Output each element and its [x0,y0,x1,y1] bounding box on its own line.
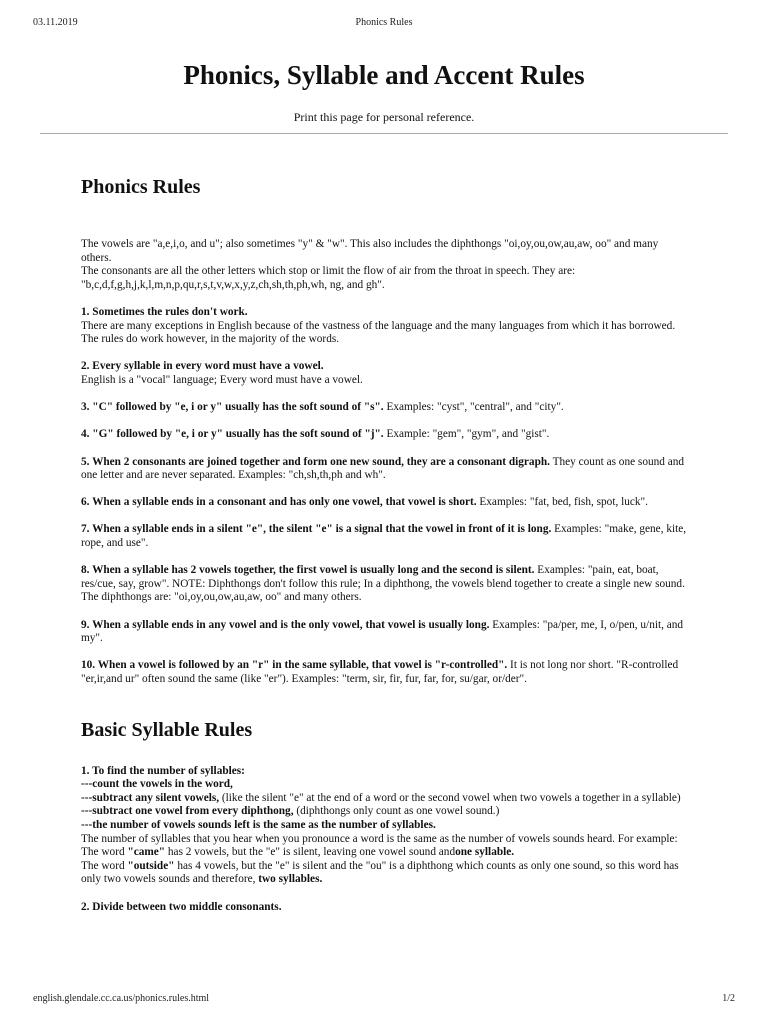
rule-1-title: 1. Sometimes the rules don't work. [81,305,248,318]
rule-5 [81,456,691,483]
syllable-rule-2 [81,901,691,915]
syllable-step-2: ---subtract any silent vowels, [81,791,220,804]
rule-8-text: Examples: "pain, eat, boat, res/cue, say, grow". NOTE: Diphthongs don't follow this rule; In a diphthong, the vowels blend together to create a single new sound. The diphthongs are: "oi,oy,ou,ow,au,aw, oo" and many others. [81,564,685,604]
rule-7-title: 7. When a syllable ends in a silent "e", the silent "e" is a signal that the vowel in front of it is long. [81,523,552,536]
example-2-word: "outside" [127,859,175,872]
rule-6-text: Examples: "fat, bed, fish, spot, luck". [476,496,648,509]
syllable-explain: The number of syllables that you hear when you pronounce a word is the same as the number of vowels sounds heard. For example: [81,832,678,845]
page-number: 1/2 [722,993,735,1004]
syllable-step-1: ---count the vowels in the word, [81,778,233,791]
rule-1 [81,306,691,347]
page-title: Phonics, Syllable and Accent Rules [183,60,585,90]
print-note: Print this page for personal reference. [293,110,475,124]
print-date: 03.11.2019 [33,17,78,28]
rule-7-text: Examples: "make, gene, kite, rope, and use". [81,523,687,550]
print-page-title: Phonics Rules [355,17,413,28]
rule-8 [81,564,691,605]
rule-3-text: Examples: "cyst", "central", and "city". [383,401,564,414]
syllable-rule-2-title: 2. Divide between two middle consonants. [81,900,282,913]
example-1-word: "came" [127,846,166,859]
rule-10 [81,659,691,686]
example-1-b: has 2 vowels, but the "e" is silent, leaving one vowel sound and [165,846,456,859]
rule-9 [81,619,691,646]
vowels-text: The vowels are "a,e,i,o, and u"; also sometimes "y" & "w". This also includes the diphthongs "oi,oy,ou,ow,au,aw, oo" and many others. [81,238,659,264]
syllable-step-3-text: (diphthongs only count as one vowel sound.) [293,805,500,818]
rule-3-title: 3. "C" followed by "e, i or y" usually has the soft sound of "s". [81,401,384,414]
intro-paragraph [81,238,691,292]
rule-10-text: It is not long nor short. "R-controlled "er,ir,and ur" often sound the same (like "er"). Examples: "term, sir, fir, fur, far, for, su/gar, or/der". [81,659,679,685]
phonics-rules-heading: Phonics Rules [81,176,201,198]
syllable-rule-1-title: 1. To find the number of syllables: [81,764,245,777]
rule-4 [81,428,691,442]
example-1-result: one syllable. [455,846,515,859]
rule-8-title: 8. When a syllable has 2 vowels together, the first vowel is usually long and the second is silent. [81,564,535,577]
print-footer [33,993,735,1007]
rule-3 [81,401,691,415]
rule-4-title: 4. "G" followed by "e, i or y" usually has the soft sound of "j". [81,428,384,441]
print-header [33,17,735,31]
rule-7 [81,523,691,550]
rule-5-title: 5. When 2 consonants are joined together and form one new sound, they are a consonant digraph. [81,455,550,468]
rule-10-title: 10. When a vowel is followed by an "r" in the same syllable, that vowel is "r-controlled". [81,659,508,672]
rule-2 [81,360,691,387]
example-2-a: The word [81,859,128,872]
rule-2-text: English is a "vocal" language; Every word must have a vowel. [81,373,363,386]
syllable-step-2-text: (like the silent "e" at the end of a word or the second vowel when two vowels a together in a syllable) [219,791,681,804]
main-content [81,172,691,928]
consonants-text: The consonants are all the other letters which stop or limit the flow of air from the throat in speech. They are: "b,c,d,f,g,h,j,k,l,m,n,p,qu,r,s,t,v,w,x,y,z,ch,sh,th,ph,wh, ng, and gh". [81,265,576,291]
syllable-rules-heading: Basic Syllable Rules [81,718,253,741]
rule-1-text: There are many exceptions in English because of the vastness of the language and the many languages from which it has borrowed. The rules do work however, in the majority of the words. [81,319,676,346]
rule-2-title: 2. Every syllable in every word must have a vowel. [81,360,324,373]
syllable-step-4: ---the number of vowels sounds left is the same as the number of syllables. [81,818,436,831]
divider [40,133,728,134]
syllable-rule-1 [81,765,691,887]
print-url: english.glendale.cc.ca.us/phonics.rules.html [33,993,210,1004]
example-1-a: The word [81,846,128,859]
rule-6-title: 6. When a syllable ends in a consonant and has only one vowel, that vowel is short. [81,496,477,509]
rule-9-text: Examples: "pa/per, me, I, o/pen, u/nit, and my". [81,618,684,645]
example-2-b: has 4 vowels, but the "e" is silent and the "ou" is a diphthong which counts as only one sound, so this word has only two vowels sounds and therefore, [81,859,679,886]
rule-5-text: They count as one sound and one letter and are never separated. Examples: "ch,sh,th,ph and wh". [81,455,685,482]
rule-4-text: Example: "gem", "gym", and "gist". [383,428,550,441]
syllable-step-3: ---subtract one vowel from every diphthong, [81,805,294,818]
rule-6 [81,496,691,510]
example-2-result: two syllables. [258,873,323,886]
rule-9-title: 9. When a syllable ends in any vowel and is the only vowel, that vowel is usually long. [81,618,490,631]
